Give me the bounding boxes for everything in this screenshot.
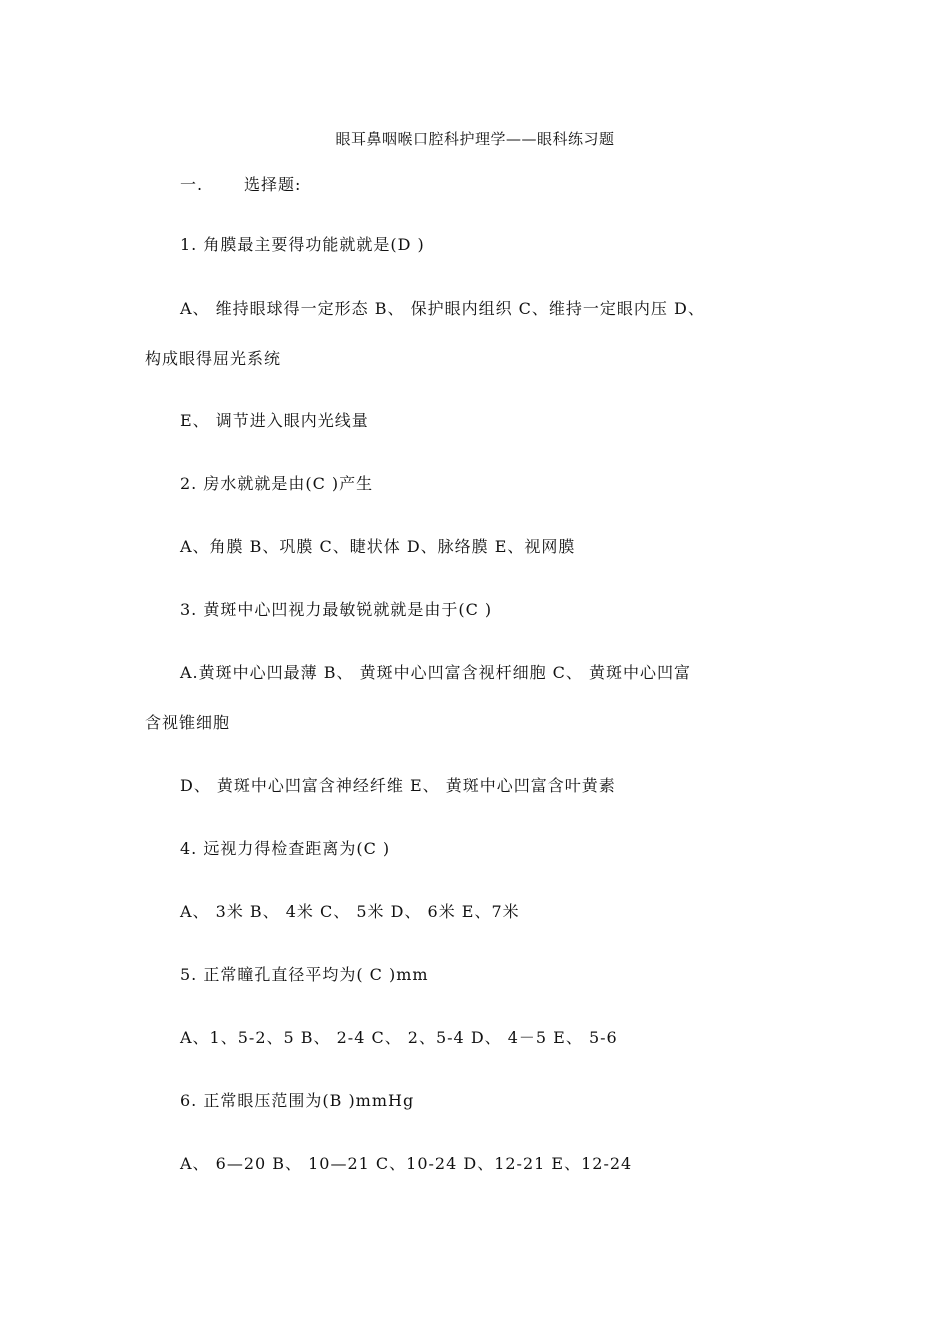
- question-2: 2. 房水就就是由(C )产生: [180, 474, 374, 493]
- question-5: 5. 正常瞳孔直径平均为( C )mm: [180, 965, 429, 984]
- question-4: 4. 远视力得检查距离为(C ): [180, 839, 391, 858]
- document-title: 眼耳鼻咽喉口腔科护理学——眼科练习题: [335, 130, 615, 148]
- question-1: 1. 角膜最主要得功能就就是(D ): [180, 235, 425, 254]
- question-1-option-e: E、 调节进入眼内光线量: [180, 411, 369, 430]
- question-3-options-de: D、 黄斑中心凹富含神经纤维 E、 黄斑中心凹富含叶黄素: [180, 776, 616, 795]
- question-1-options: A、 维持眼球得一定形态 B、 保护眼内组织 C、维持一定眼内压 D、: [180, 299, 705, 318]
- question-6-options: A、 6—20 B、 10—21 C、10-24 D、12-21 E、12-24: [180, 1154, 633, 1173]
- section-heading: [180, 172, 301, 195]
- section-label: 选择题:: [244, 175, 302, 194]
- question-3: 3. 黄斑中心凹视力最敏锐就就是由于(C ): [180, 600, 493, 619]
- section-number: 一.: [180, 175, 204, 194]
- question-4-options: A、 3米 B、 4米 C、 5米 D、 6米 E、7米: [180, 902, 520, 921]
- question-3-options: A.黄斑中心凹最薄 B、 黄斑中心凹富含视杆细胞 C、 黄斑中心凹富: [180, 663, 691, 682]
- question-5-options: A、1、5-2、5 B、 2-4 C、 2、5-4 D、 4－5 E、 5-6: [180, 1028, 618, 1047]
- question-1-options-cont: 构成眼得屈光系统: [145, 349, 282, 368]
- question-3-options-cont: 含视锥细胞: [145, 713, 231, 732]
- question-2-options: A、角膜 B、巩膜 C、睫状体 D、脉络膜 E、视网膜: [180, 537, 576, 556]
- question-6: 6. 正常眼压范围为(B )mmHg: [180, 1091, 415, 1110]
